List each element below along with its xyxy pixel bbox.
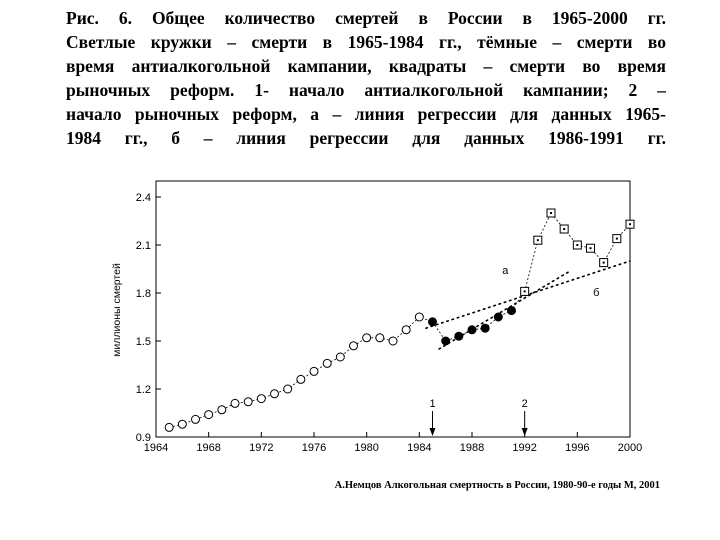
x-tick-label: 1976 — [301, 442, 327, 454]
data-point-1965-1984 — [284, 385, 292, 393]
data-point-antialcohol — [494, 313, 502, 321]
caption-line-6: 1984 гг., б – линия регрессии для данных 1986-1991 гг. — [66, 128, 666, 148]
data-point-1965-1984 — [297, 375, 305, 383]
y-axis-label: миллионы смертей — [111, 263, 123, 357]
data-point-square-center — [537, 239, 539, 241]
data-point-1965-1984 — [218, 406, 226, 414]
x-tick-label: 1988 — [459, 442, 485, 454]
data-point-reforms — [521, 287, 529, 295]
caption-line-4: рыночных реформ. 1- начало антиалкогольной кампании; 2 – — [66, 80, 666, 100]
data-point-antialcohol — [508, 307, 516, 315]
data-point-antialcohol — [455, 332, 463, 340]
data-point-1965-1984 — [336, 353, 344, 361]
data-point-1965-1984 — [257, 395, 265, 403]
caption-line-3: время антиалкогольной кампании, квадраты – смерти во время — [66, 56, 666, 76]
plot-frame — [156, 181, 630, 437]
data-point-reforms — [534, 236, 542, 244]
data-point-1965-1984 — [389, 337, 397, 345]
y-tick-label: 0.9 — [135, 432, 151, 444]
x-tick-label: 2000 — [617, 442, 643, 454]
data-point-1965-1984 — [192, 415, 200, 423]
x-tick-label: 1996 — [565, 442, 590, 454]
y-tick-label: 1.2 — [135, 384, 151, 396]
caption-line-2: Светлые кружки – смерти в 1965-1984 гг., тёмные – смерти во — [66, 32, 666, 52]
caption-line-5: начало рыночных реформ, а – линия регрессии для данных 1965- — [66, 104, 666, 124]
x-tick-label: 1972 — [249, 442, 274, 454]
data-point-1965-1984 — [402, 326, 410, 334]
y-tick-label: 1.5 — [135, 336, 151, 348]
data-point-1965-1984 — [271, 390, 279, 398]
data-point-square-center — [576, 244, 578, 246]
x-tick-label: 1980 — [354, 442, 379, 454]
x-tick-label: 1992 — [512, 442, 537, 454]
data-point-reforms — [600, 259, 608, 267]
data-point-square-center — [629, 223, 631, 225]
data-point-reforms — [626, 220, 634, 228]
y-tick-label: 1.8 — [135, 288, 151, 300]
annotation-label-1: 1 — [429, 398, 436, 410]
x-tick-label: 1964 — [143, 442, 169, 454]
data-point-reforms — [547, 209, 555, 217]
data-point-antialcohol — [442, 337, 450, 345]
annotation-arrow-head — [430, 428, 436, 436]
data-point-1965-1984 — [244, 398, 252, 406]
data-point-antialcohol — [429, 318, 437, 326]
data-point-square-center — [563, 228, 565, 230]
data-point-1965-1984 — [350, 342, 358, 350]
caption-line-1: Рис. 6. Общее количество смертей в России в 1965-2000 гг. — [66, 8, 666, 28]
data-point-antialcohol — [468, 326, 476, 334]
data-point-1965-1984 — [363, 334, 371, 342]
annotation-arrow-head — [522, 428, 528, 436]
source-credit: А.Немцов Алкогольная смертность в России, 1980-90-е годы М, 2001 — [334, 480, 660, 491]
data-point-1965-1984 — [178, 420, 186, 428]
data-point-1965-1984 — [231, 399, 239, 407]
data-point-square-center — [603, 262, 605, 264]
data-point-1965-1984 — [415, 313, 423, 321]
data-point-1965-1984 — [323, 359, 331, 367]
data-point-antialcohol — [481, 324, 489, 332]
data-point-square-center — [616, 238, 618, 240]
data-point-reforms — [560, 225, 568, 233]
x-tick-label: 1984 — [407, 442, 432, 454]
y-tick-label: 2.4 — [135, 192, 151, 204]
regression-label-a: а — [502, 264, 509, 277]
x-tick-label: 1968 — [196, 442, 221, 454]
data-point-square-center — [524, 290, 526, 292]
connecting-line — [169, 213, 630, 427]
data-point-square-center — [550, 212, 552, 214]
data-point-reforms — [587, 244, 595, 252]
y-tick-label: 2.1 — [135, 240, 151, 252]
data-point-reforms — [613, 235, 621, 243]
regression-label-b: б — [593, 287, 600, 300]
data-point-1965-1984 — [376, 334, 384, 342]
data-point-reforms — [573, 241, 581, 249]
data-point-1965-1984 — [205, 411, 213, 419]
data-point-1965-1984 — [310, 367, 318, 375]
data-point-square-center — [590, 247, 592, 249]
annotation-label-2: 2 — [521, 398, 528, 410]
data-point-1965-1984 — [165, 423, 173, 431]
